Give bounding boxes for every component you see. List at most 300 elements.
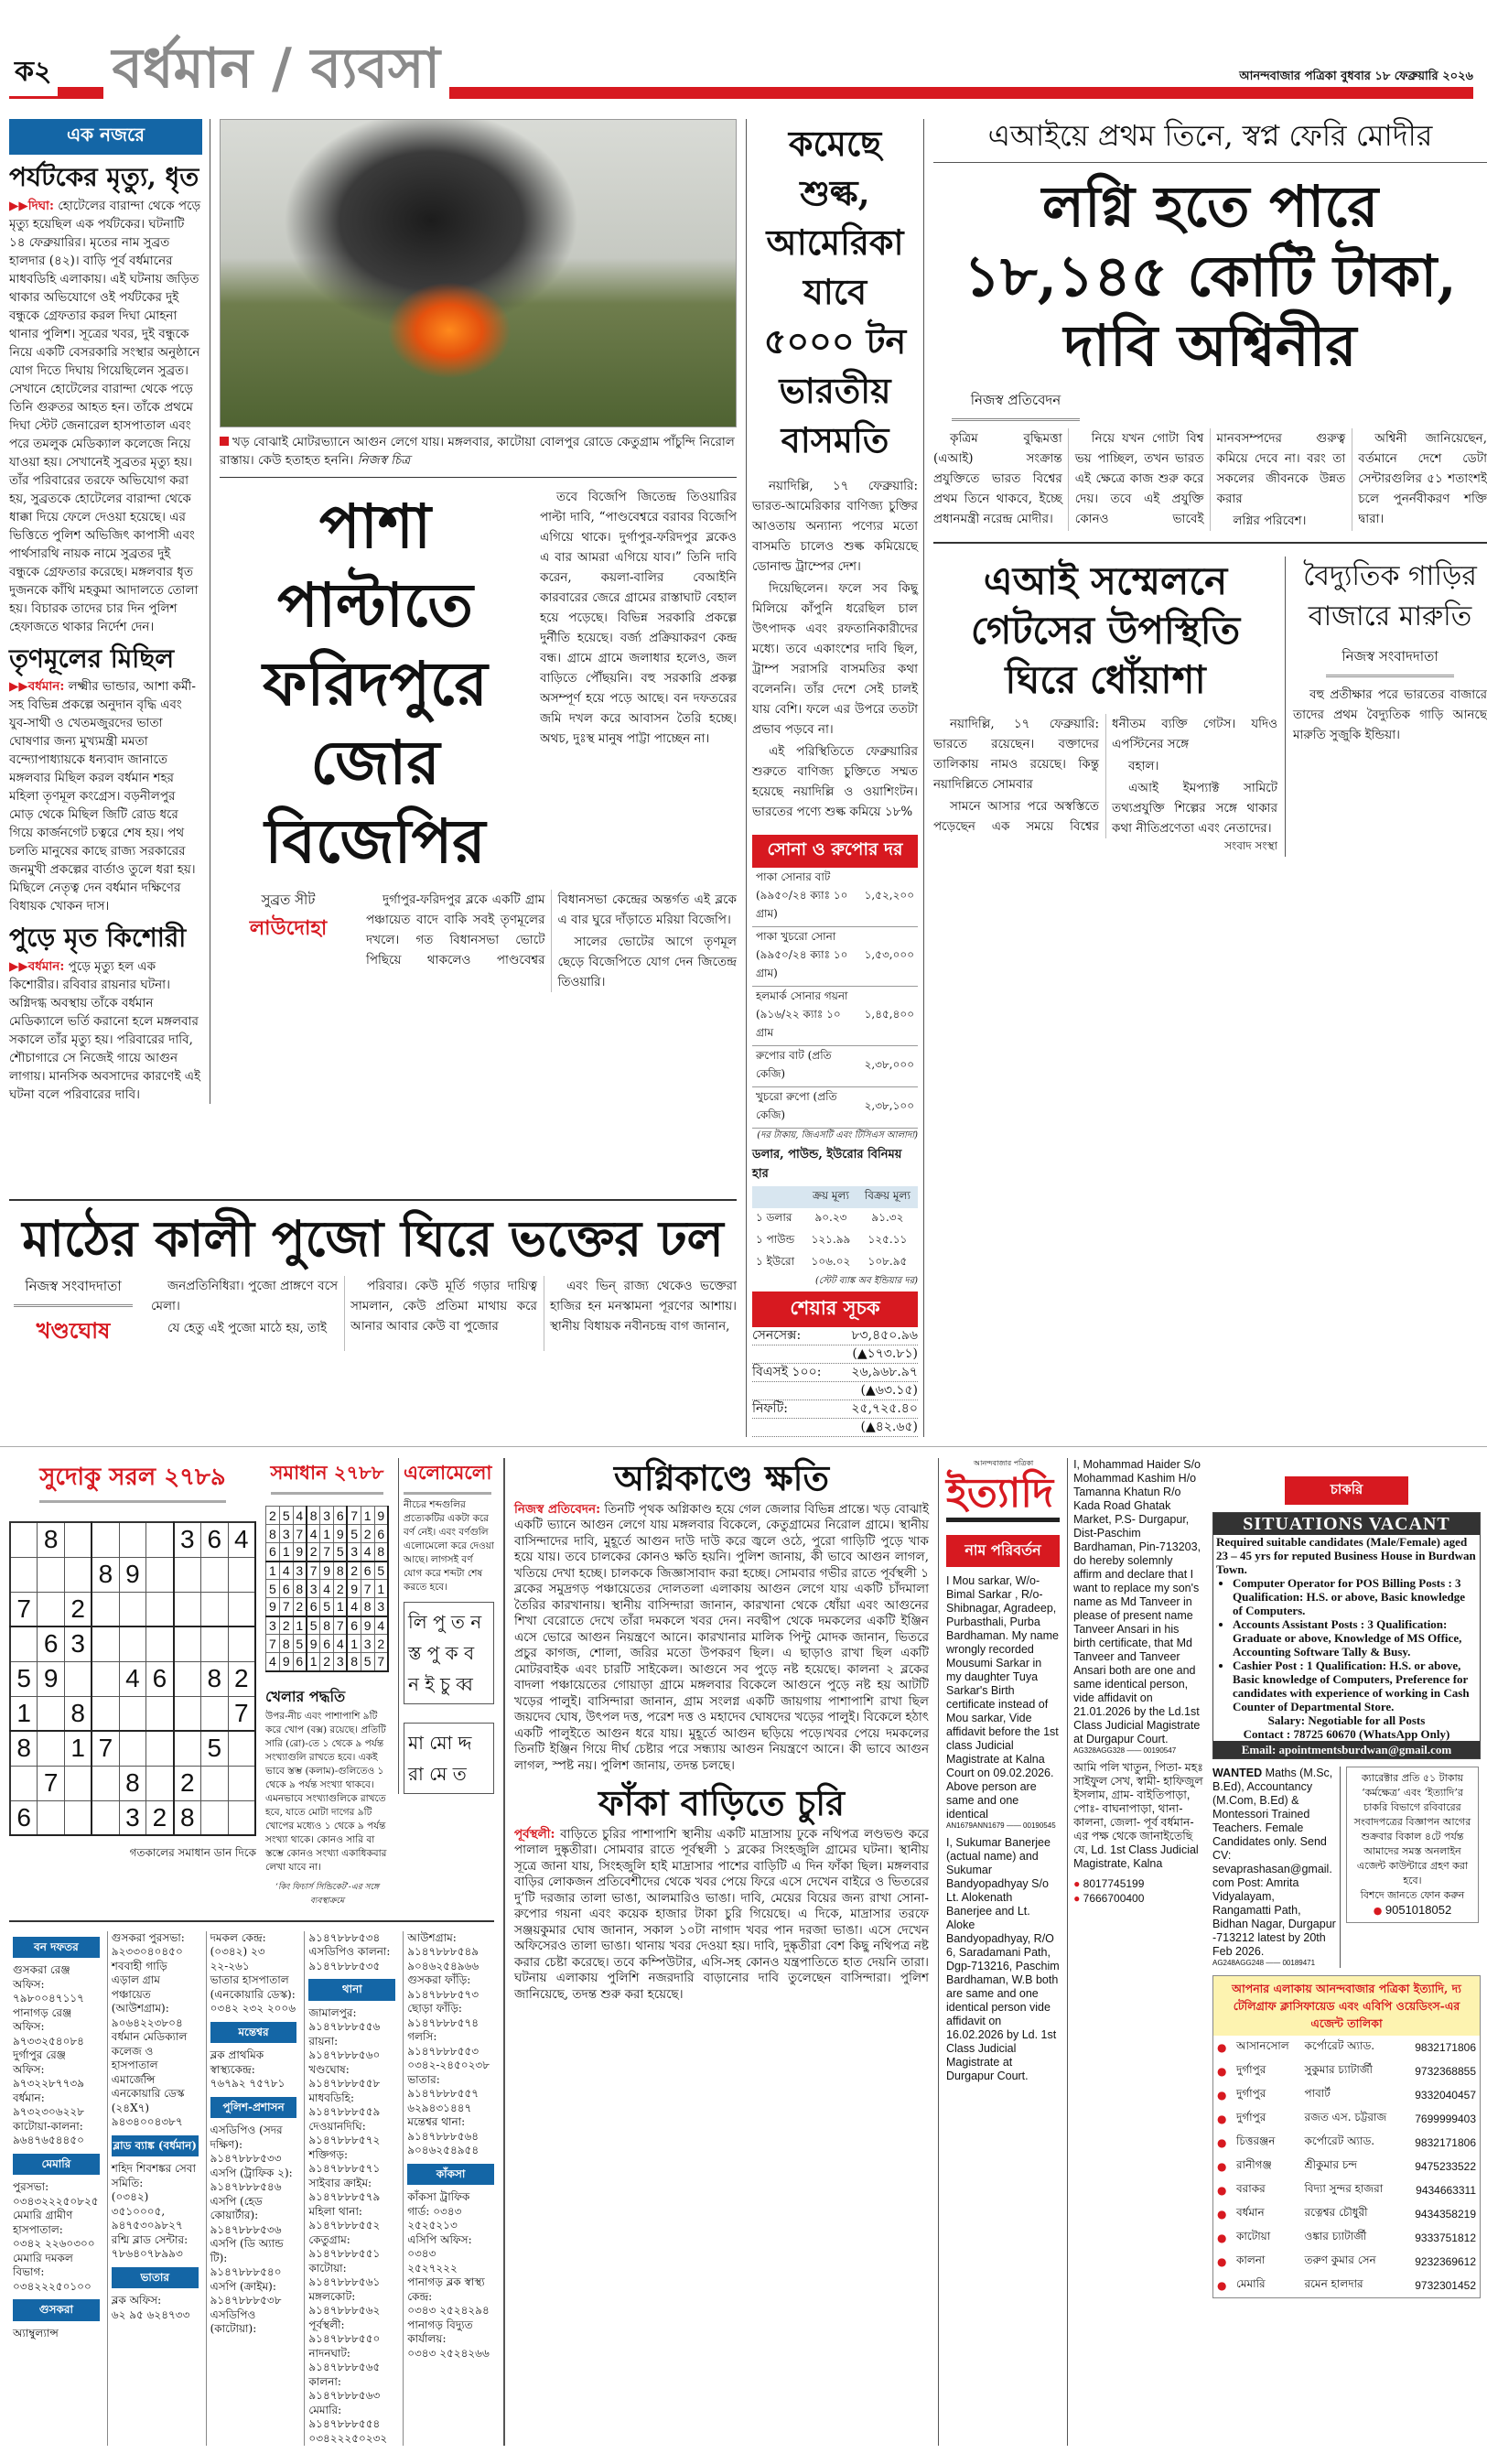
ai-article — [933, 390, 1487, 544]
index-line — [752, 1327, 918, 1345]
solution-cell: 4 — [374, 1616, 388, 1635]
brief-title: তৃণমূলের মিছিল — [9, 643, 175, 674]
sudoku-cell[interactable]: 7 — [10, 1592, 38, 1626]
rate-price: ১,৫৩,০০০ — [861, 927, 918, 987]
faridpur-headline: পাশা পাল্টাতে ফরিদপুরে জোর বিজেপির — [263, 491, 488, 877]
promo-phone-row[interactable] — [1351, 1903, 1474, 1918]
sudoku-cell[interactable] — [92, 1766, 119, 1800]
contact-phone-row[interactable] — [1073, 1891, 1203, 1906]
helpline-entry: এসডিপিও কালনা: — [308, 1945, 391, 1958]
helpline-heading: পুলিশ-প্রশাসন — [210, 2097, 297, 2119]
sudoku-row — [10, 1522, 255, 1557]
solution-cell: 6 — [266, 1543, 280, 1562]
brief-text — [9, 957, 202, 1104]
sudoku-cell[interactable]: 8 — [92, 1557, 119, 1592]
elomelo-puzzle-2 — [404, 1723, 494, 1794]
solution-cell: 3 — [374, 1598, 388, 1616]
solution-cell: 8 — [334, 1562, 348, 1580]
sudoku-cell[interactable]: 7 — [228, 1696, 255, 1731]
solution-cell: 1 — [334, 1598, 348, 1616]
helpline-entry: ৯১৪৭৮৮৮৫৩৬ — [210, 2222, 282, 2236]
page-number: ক২ — [9, 49, 58, 96]
solution-cell: 3 — [307, 1580, 320, 1598]
paragraph: এই পরিস্থিতিতে ফেব্রুয়ারির শুরুতে বাণিজ্য চুক্তিতে সম্মত হয়েছে নয়াদিল্লি ও ওয়াশিংটন। ভারতের পণ্যে শুল্ক কমিয়ে ১৮% — [752, 744, 918, 819]
sudoku-cell[interactable] — [200, 1800, 228, 1835]
paragraph: দিয়েছিলেন। ফলে সব কিছু মিলিয়ে কাঁপুনি ধরেছিল চাল উৎপাদক এবং রফতানিকারীদের মধ্যে। তবে একাংশের দাবি ছিল, ট্রাম্প সরাসরি বাসমতির কথা বলেননি। তাঁর দেশে সেই চালই যায় বেশি। ফলে এর উপরে ততটা প্রভাব পড়বে না। — [752, 581, 918, 737]
fx-cell: ৯১.৩২ — [871, 1211, 904, 1224]
sudoku-cell[interactable] — [92, 1626, 119, 1661]
agent-phone[interactable]: 9434663311 — [1416, 2184, 1476, 2197]
solution-cell: 2 — [266, 1507, 280, 1525]
sudoku-cell[interactable] — [174, 1557, 201, 1592]
agent-phone[interactable]: 9232369612 — [1415, 2255, 1476, 2268]
agent-name: ওঙ্কার চ্যাটার্জী — [1304, 2230, 1367, 2242]
gold-rate-row — [752, 868, 918, 927]
solution-cell: 9 — [307, 1635, 320, 1653]
sudoku-cell[interactable] — [38, 1696, 65, 1731]
solution-cell: 9 — [293, 1543, 307, 1562]
agent-phone[interactable]: 9732368855 — [1415, 2065, 1476, 2078]
solution-cell: 5 — [279, 1507, 293, 1525]
sudoku-cell[interactable] — [174, 1696, 201, 1731]
agent-phone[interactable]: 9732301452 — [1415, 2279, 1476, 2292]
sudoku-cell[interactable] — [119, 1731, 146, 1766]
sudoku-cell[interactable]: 6 — [200, 1522, 228, 1557]
solution-cell: 7 — [374, 1653, 388, 1671]
fx-header-row — [752, 1186, 918, 1208]
solution-cell: 2 — [320, 1653, 334, 1671]
helpline-entry: ৯১৪৭৮৮৮৫৩৩ — [210, 2152, 282, 2165]
sudoku-cell[interactable]: 3 — [65, 1626, 92, 1661]
sudoku-cell[interactable] — [10, 1626, 38, 1661]
helpline-entry: ৯৪৭৫৩০৯৮২৭ — [111, 2219, 183, 2232]
sudoku-credit: ‘কিং ফিচার্স সিন্ডিকেট’-এর সঙ্গে ব্যবস্থাক্রমে — [275, 1882, 380, 1906]
sudoku-cell[interactable]: 9 — [38, 1661, 65, 1696]
helpline-entry: ৯৬৪৭৬৫৪৪৫০ — [13, 2134, 84, 2146]
rules-title: খেলার পদ্ধতি — [265, 1687, 346, 1705]
sudoku-section — [9, 1458, 256, 1864]
paragraph: জনপ্রতিনিধিরা। পুজো প্রাঙ্গণে বসে মেলা। — [151, 1278, 338, 1313]
sudoku-cell[interactable] — [119, 1592, 146, 1626]
solution-cell: 1 — [266, 1562, 280, 1580]
sudoku-cell[interactable] — [65, 1522, 92, 1557]
helpline-entry: শক্তিগড়: ৯১৪৭৮৮৮৫৭১ — [308, 2147, 381, 2175]
helpline-entry: মাধবডিহি: ৯১৪৭৮৮৮৫৫৯ — [308, 2091, 381, 2118]
bullet-icon: ● — [1217, 2136, 1227, 2149]
helpline-column — [107, 1931, 199, 2447]
brief-text — [9, 197, 202, 636]
paragraph: এআই ইমপ্যাক্ট সামিটে তথ্যপ্রযুক্তি শিল্পের সঙ্গে থাকার কথা নীতিপ্রণেতা এবং নেতাদের। — [1112, 780, 1277, 836]
paragraph: তবে বিজেপি জিতেন্দ্র তিওয়ারির পাল্টা দাবি, “পাণ্ডবেশ্বরে বরাবর বিজেপি এগিয়ে থাকে। দুর্গাপুর-ফরিদপুর ব্লকেও এ বার আমরা এগিয়ে যাব।” তিনি দাবি করেন, কয়লা-বালির বেআইনি কারবারের জেরে গ্রামের রাস্তাঘাট বেহাল হয়ে পড়েছে। বিভিন্ন সরকারি প্রকল্পে দুর্নীতি হয়েছে। বর্জ্য প্রক্রিয়াকরণ কেন্দ্র বন্ধ। গ্রামে গ্রামে জলাধার হলেও, জল বাড়িতে পৌঁছয়নি। বহু সরকারি প্রকল্প অসম্পূর্ণ হয়ে পড়ে আছে। বন দফতরের জমি দখল করে আবাসন তৈরি হচ্ছে। অথচ, দুঃস্থ মানুষ পাট্টা পাচ্ছেন না। — [540, 490, 737, 746]
sudoku-cell[interactable]: 9 — [119, 1557, 146, 1592]
caption-marker-icon — [220, 437, 229, 446]
solution-cell: 2 — [374, 1635, 388, 1653]
fx-cell: ১২১.৯৯ — [811, 1233, 851, 1246]
sudoku-cell[interactable] — [228, 1731, 255, 1766]
share-index-title: শেয়ার সূচক — [752, 1291, 918, 1327]
ityadi-section — [938, 1458, 1203, 2446]
photo-credit: নিজস্ব চিত্র — [357, 453, 411, 468]
sudoku-cell[interactable] — [92, 1661, 119, 1696]
fire-text: তিনটি পৃথক অগ্নিকাণ্ড হয়ে গেল জেলার বিভিন্ন প্রান্তে। খড় বোঝাই একটি ভ্যানে আগুন লেগে যায় মঙ্গলবার বিকেলে, কেতুগ্রামের নিরোল গ্রামে। স্থানীয় বাসিন্দাদের দাবি, মুহূর্তে আগুন দাউ দাউ করে জ্বলে ওঠে, পুরো গাড়িটি পুড়ে খাক হয়ে যায়। তবে চালকের কোনও ক্ষতি হয়নি। পুলিশ জানায়, কী ভাবে আগুন লাগল, খতিয়ে দেখা হচ্ছে। চালককে জিজ্ঞাসাবাদ করা হচ্ছে। সোমবার গভীর রাতে পূর্বস্থলী ১ ব্লকের সমুদ্রগড় পঞ্চায়েতের দোলতলা এলাকায় আগুন লেগে যায় একটি চাঁদমালা তৈরির কারখানায়। স্থানীয় বাসিন্দারা জানান, কারখানা থেকে ধোঁয়া এবং আগুনের শিখা বেরোতে দেখে তাঁরা দমকলে খবর দেন। নবদ্বীপ থেকে দমকলের একটি ইঞ্জিন এসে ভোরে আগুন নিয়ন্ত্রণে আনে। কারখানার মালিক পিন্টু মোদক জানান, ভিতরে প্রচুর কাগজ, শোলা, জরির মতো উপকরণ ছিল। এ ছাড়াও রাখা ছিল একটি মোটরবাইক এবং চারটি সাইকেল। আগুনে সব পুড়ে নষ্ট হয়েছে। কালনা ২ ব্লকের বাদলা পঞ্চায়েতের গোয়াড়া গ্রামে মঙ্গলবার বিকেলে আগুনে পুড়ে নষ্ট হয় আটটি খড়ের পালুই। বাসিন্দারা জানান, গ্রাম সংলগ্ন একটি জায়গায় পাশাপাশি রাখা ছিল জয়দেব ঘোষ, উৎপল দত্ত, পরেশ দত্ত ও মহাদেব ঘোষদের খড়ের পালুই। বিকেলে হঠাৎ একটি পালুইতে আগুন ধরে যায়। মুহূর্তে আগুন ছড়িয়ে পড়ে।খবর পেয়ে দমকলের তিনটি ইঞ্জিন গিয়ে দীর্ঘ চেষ্টার পরে সন্ধ্যায় আগুন নিয়ন্ত্রণে আনে। কী ভাবে আগুন লাগল, স্পষ্ট নয়। পুলিশ জানায়, তদন্ত চলছে। — [514, 1501, 929, 1773]
sudoku-cell[interactable]: 8 — [200, 1661, 228, 1696]
sudoku-cell[interactable] — [228, 1766, 255, 1800]
promo-phone[interactable]: 9051018052 — [1385, 1903, 1452, 1917]
sudoku-cell[interactable] — [92, 1522, 119, 1557]
notice-text: I, Sukumar Banerjee (actual name) and Sukumar Bandyopadhyay S/o Lt. Alokenath Banerjee and Lt. Aloke Bandyopadhyay, R/O 6, Saradamani Path, Dgp-713216, Paschim Bardhaman, W.B both are same and one identical person vide affidavit on 16.02.2026 by Ld. 1st Class Judicial Magistrate at Durgapur Court. — [946, 1836, 1060, 2082]
paragraph: বহু প্রতীক্ষার পরে ভারতের বাজারে তাদের প্রথম বৈদ্যুতিক গাড়ি আনছে মারুতি সুজ়ুকি ইন্ডিয়া। — [1293, 686, 1487, 742]
rate-price: ১,৪৫,৪০০ — [861, 987, 918, 1046]
basmati-body — [752, 476, 918, 822]
faridpur-byline — [220, 890, 357, 992]
contact-phone[interactable]: 7666700400 — [1083, 1892, 1145, 1905]
salary: Salary: Negotiable for all Posts — [1267, 1713, 1426, 1727]
solution-cell: 4 — [347, 1598, 361, 1616]
sudoku-cell[interactable]: 2 — [174, 1766, 201, 1800]
sudoku-cell[interactable] — [200, 1766, 228, 1800]
sudoku-cell[interactable] — [38, 1800, 65, 1835]
sudoku-cell[interactable] — [38, 1731, 65, 1766]
sudoku-cell[interactable] — [38, 1557, 65, 1592]
sudoku-cell[interactable] — [146, 1592, 174, 1626]
arrow-icon: ▶▶ — [9, 198, 28, 213]
top-section — [0, 108, 1487, 1437]
section-title: বর্ধমান / ব্যবসা — [103, 37, 449, 101]
solution-cell: 6 — [361, 1562, 374, 1580]
sudoku-cell[interactable] — [228, 1592, 255, 1626]
promo-text: ক্যারেক্টার প্রতি ৫১ টাকায় ‘কর্মক্ষেত্র’ এবং ‘ইত্যাদি’র চাকরি বিভাগে রবিবারের সংবাদপত্রের বিজ্ঞাপন আগের শুক্রবার বিকাল ৪টে পর্যন্ত আমাদের সমস্ত অনলাইন এজেন্ট কাউন্টারে গ্রহণ করা হবে। — [1353, 1772, 1471, 1886]
fx-cell: ১ পাউন্ড — [756, 1233, 795, 1246]
arrow-icon: ▶▶ — [9, 958, 28, 974]
job-post: • Computer Operator for POS Billing Posts : 3 Qualification: H.S. or above, Basic knowledge of Computers. — [1233, 1576, 1477, 1617]
agent-name: তরুণ কুমার সেন — [1304, 2253, 1376, 2266]
agent-town: রানীগঞ্জ — [1235, 2158, 1272, 2171]
sudoku-cell[interactable] — [174, 1626, 201, 1661]
helpline-entry: কাটোয়া: ৯১৪৭৮৮৮৫৬১ — [308, 2261, 381, 2288]
fx-cell: ১ ডলার — [756, 1211, 792, 1224]
sudoku-cell[interactable]: 8 — [119, 1766, 146, 1800]
helpline-entry: এসডিপিও (সদর দক্ষিণ): — [210, 2124, 283, 2151]
sudoku-cell[interactable]: 2 — [228, 1661, 255, 1696]
fire-body — [514, 1502, 929, 1775]
sudoku-cell[interactable] — [146, 1626, 174, 1661]
helpline-entry: পানাগড় ব্লক স্বাস্থ্য কেন্দ্র: — [407, 2275, 485, 2303]
solution-cell: 2 — [293, 1598, 307, 1616]
ityadi-brand-small: আনন্দবাজার পত্রিকা — [974, 1459, 1034, 1467]
brief-title: পুড়ে মৃত কিশোরী — [9, 923, 187, 954]
sudoku-cell[interactable]: 8 — [65, 1696, 92, 1731]
sudoku-cell[interactable] — [146, 1522, 174, 1557]
basmati-column — [746, 119, 924, 1437]
ai-area — [933, 119, 1487, 857]
helpline-entry: ০৩৪২২২৫০২৩২ — [308, 2431, 388, 2445]
job-post: • Accounts Assistant Posts : 3 Qualification: Graduate or above, Knowledge of MS Office, Accounting Software Tally & Busy. — [1233, 1617, 1477, 1659]
gold-note: (দর টাকায়, জিএসটি এবং টিসিএস আলাদা) — [757, 1130, 918, 1140]
helpline-entry: ০৩৪২২২৫০১০০ — [13, 2279, 92, 2293]
sudoku-cell[interactable] — [200, 1592, 228, 1626]
helpline-entry: মেমারি দমকল বিভাগ: — [13, 2251, 73, 2278]
solution-cell: 1 — [293, 1616, 307, 1635]
paragraph: এবং ভিন্ রাজ্য থেকেও ভক্তেরা হাজির হন মনস্কামনা পূরণের আশায়। স্থানীয় বিধায়ক নবীনচন্দ্র বাগ জানান, — [550, 1278, 737, 1334]
helpline-entry: ০৩৪২ ২৩২ ২০০৬ — [210, 2002, 296, 2015]
helpline-entry: দমকল কেন্দ্র: — [210, 1930, 266, 1944]
reporter-name: সুব্রত সীট — [261, 892, 316, 908]
sudoku-cell[interactable]: 8 — [174, 1800, 201, 1835]
sudoku-cell[interactable] — [146, 1557, 174, 1592]
gold-rate-row — [752, 987, 918, 1046]
jumbled-word: মা মো দ্দ — [408, 1732, 472, 1754]
sudoku-cell[interactable]: 1 — [65, 1731, 92, 1766]
contact-email[interactable]: Email: apointmentsburdwan@gmail.com — [1213, 1741, 1480, 1758]
helpline-entry: ৯১৪৭৮৮৮৫৭৯ — [308, 2190, 381, 2203]
helpline-heading: কাঁকসা — [407, 2164, 494, 2186]
sudoku-cell[interactable]: 5 — [10, 1661, 38, 1696]
index-name: বিএসই ১০০: — [752, 1365, 822, 1379]
ityadi-right — [1067, 1458, 1203, 2446]
sudoku-title: সুদোকু সরল ২৭৮৯ — [39, 1458, 226, 1503]
sudoku-cell[interactable] — [146, 1731, 174, 1766]
bullet-icon: ● — [1217, 2255, 1227, 2268]
helpline-entry: মন্তেশ্বর থানা: — [407, 2115, 466, 2128]
agent-phone[interactable]: 9832171806 — [1415, 2136, 1476, 2149]
sudoku-cell[interactable] — [228, 1800, 255, 1835]
helpline-entry: ২৫২৭২২২ — [407, 2261, 458, 2275]
basmati-headline: কমেছে শুল্ক, আমেরিকা যাবে ৫০০০ টন ভারতীয় বাসমতি — [763, 123, 907, 460]
agent-phone[interactable]: 9332040457 — [1415, 2089, 1476, 2102]
helpline-entry: গুসকরা ফাঁড়ি: — [407, 1973, 471, 1986]
sudoku-cell[interactable]: 6 — [38, 1626, 65, 1661]
helpline-column — [9, 1931, 100, 2447]
helpline-entry: গুসকরা পুরসভা: — [111, 1930, 185, 1944]
agent-town: আসানসোল — [1235, 2039, 1289, 2052]
contact-phone-row[interactable] — [1073, 1876, 1203, 1891]
brief-dateline: দিঘা: — [27, 198, 54, 213]
sudoku-cell[interactable] — [200, 1696, 228, 1731]
sudoku-cell[interactable]: 5 — [200, 1731, 228, 1766]
brief-dateline: বর্ধমান: — [27, 679, 65, 695]
helpline-entry: ছোড়া ফাঁড়ি: ৯১৪৭৮৮৮৫৭৪ — [407, 2002, 480, 2029]
helpline-entry: সাইবার ক্রাইম: — [308, 2176, 372, 2189]
kali-byline — [9, 1276, 137, 1351]
kali-article — [9, 1199, 737, 1351]
helpline-entry: এসপি (ডি অ্যান্ড টি): — [210, 2237, 284, 2264]
bullet-icon: ● — [1073, 1877, 1083, 1890]
sudoku-grid[interactable] — [9, 1521, 256, 1836]
contact-phone[interactable]: Contact : 78725 60670 (WhatsApp Only) — [1243, 1727, 1450, 1741]
sudoku-row — [10, 1800, 255, 1835]
sudoku-cell[interactable] — [200, 1626, 228, 1661]
elomelo-section — [398, 1458, 494, 1794]
sudoku-cell[interactable]: 3 — [119, 1800, 146, 1835]
solution-title: সমাধান ২৭৮৮ — [271, 1458, 384, 1495]
sudoku-cell[interactable] — [65, 1557, 92, 1592]
agent-phone[interactable]: 7699999403 — [1415, 2113, 1476, 2125]
sudoku-cell[interactable] — [38, 1592, 65, 1626]
sudoku-row — [10, 1766, 255, 1800]
theft-dateline: পূর্বস্থলী: — [514, 1826, 555, 1842]
helpline-entry: ৭৬৭৯২ ৭৫৭৮১ — [210, 2077, 286, 2090]
helpline-entry: ব্লক অফিস: — [111, 2294, 162, 2307]
bottom-section — [0, 1446, 1487, 2464]
solution-cell: 6 — [334, 1507, 348, 1525]
index-value: ২৬,৯৬৮.৯৭ — [851, 1365, 918, 1379]
sudoku-cell[interactable] — [174, 1731, 201, 1766]
sudoku-cell[interactable] — [10, 1557, 38, 1592]
agent-row — [1213, 2083, 1480, 2107]
sudoku-cell[interactable] — [228, 1557, 255, 1592]
sudoku-cell[interactable] — [92, 1800, 119, 1835]
sudoku-cell[interactable]: 2 — [146, 1800, 174, 1835]
index-name: নিফটি: — [752, 1401, 788, 1416]
solution-row — [266, 1562, 389, 1580]
name-change-notice — [1073, 1458, 1203, 1756]
index-name: সেনসেক্স: — [752, 1328, 802, 1343]
index-value: ৮৩,৪৫০.৯৬ — [851, 1328, 918, 1343]
sudoku-cell[interactable] — [146, 1766, 174, 1800]
index-row — [752, 1400, 918, 1437]
jumbled-word: স্ত পু ক ব — [408, 1642, 475, 1664]
sudoku-cell[interactable]: 6 — [10, 1800, 38, 1835]
agent-row — [1213, 2059, 1480, 2083]
index-line — [752, 1364, 918, 1382]
helpline-heading: থানা — [308, 1979, 395, 2001]
kali-place: খণ্ডঘোষ — [36, 1316, 111, 1344]
solution-cell: 2 — [347, 1562, 361, 1580]
agent-town: দুর্গাপুর — [1235, 2063, 1266, 2076]
jobs-label: চাকরি — [1285, 1476, 1408, 1505]
helpline-entry: শববাহী গাড়ি — [111, 1959, 167, 1972]
solution-cell: 6 — [279, 1580, 293, 1598]
solution-section — [265, 1458, 389, 1907]
gates-body — [933, 714, 1277, 838]
sudoku-cell[interactable] — [10, 1522, 38, 1557]
sudoku-cell[interactable] — [119, 1626, 146, 1661]
solution-cell: 4 — [293, 1507, 307, 1525]
notice-text: I Mou sarkar, W/o- Bimal Sarkar , R/o- Shibnagar, Agradeep, Purbasthali, Purba Bardhaman. My name wrongly recorded Mousumi Sarkar in my daughter Tuya Sarkar's Birth certificate instead of Mou sarkar, Vide affidavit before the 1st class Judicial Magistrate at Kalna Court on 09.02.2026. Above person are same and one identical — [946, 1574, 1059, 1821]
paragraph: নয়াদিল্লি, ১৭ ফেব্রুয়ারি: ভারত-আমেরিকার বাণিজ্য চুক্তির আওতায় অন্যান্য পণ্যের মতো বাসমতি চালেও শুল্ক কমিয়েছে ডোনাল্ড ট্রাম্পের দেশ। — [752, 479, 918, 574]
gold-rate-row — [752, 1087, 918, 1129]
solution-cell: 6 — [293, 1653, 307, 1671]
paragraph: সালের ভোটের আগে তৃণমূল ছেড়ে বিজেপিতে যোগ দেন জিতেন্দ্র তিওয়ারি। — [557, 935, 737, 989]
helpline-entry: দেওয়ানদিঘি: ৯১৪৭৮৮৮৫৭২ — [308, 2119, 381, 2146]
sudoku-cell[interactable]: 8 — [10, 1731, 38, 1766]
helpline-entry: কালনা: ৯১৪৭৮৮৮৫৬৩ — [308, 2374, 381, 2402]
sudoku-cell[interactable] — [92, 1696, 119, 1731]
agent-row — [1213, 2250, 1480, 2274]
helpline-entry: ৯১৪৭৮৮৮৫৪০ — [210, 2265, 282, 2278]
sudoku-cell[interactable]: 4 — [228, 1522, 255, 1557]
agent-phone[interactable]: 9475233522 — [1415, 2160, 1476, 2173]
photo-caption — [220, 433, 737, 478]
paragraph: লগ্নির পরিবেশ। — [1233, 513, 1307, 528]
agent-list — [1212, 1975, 1481, 2298]
helpline-entry: এসডিপিও (কাটোয়া): — [210, 2307, 257, 2335]
helpline-entry: কেতুগ্রাম: ৯১৪৭৮৮৮৫৫১ — [308, 2232, 381, 2260]
sudoku-cell[interactable] — [200, 1557, 228, 1592]
kali-body — [151, 1276, 737, 1351]
sudoku-cell[interactable] — [119, 1696, 146, 1731]
fx-table — [752, 1186, 918, 1274]
solution-cell: 7 — [279, 1598, 293, 1616]
solution-cell: 9 — [320, 1562, 334, 1580]
sudoku-cell[interactable] — [10, 1766, 38, 1800]
sudoku-cell[interactable]: 4 — [119, 1661, 146, 1696]
sudoku-cell[interactable]: 8 — [38, 1522, 65, 1557]
agent-row — [1213, 2131, 1480, 2155]
ai-byline: নিজস্ব প্রতিবেদন — [952, 390, 1080, 421]
notice-text: আমি পলি খাতুন, পিতা- মহঃ সাইফুল সেখ, স্বামী- হাফিজুল ইসলাম, গ্রাম- বাইতিপাড়া, পোঃ- বাঘনাপাড়া, থানা- কালনা, জেলা- পূর্ব বর্ধমান-এর পক্ষ থেকে জানাইতেছি যে, Ld. 1st Class Judicial Magistrate, Kalna — [1073, 1761, 1203, 1870]
bullet-icon: ● — [1217, 2113, 1227, 2125]
agent-phone[interactable]: 9434358219 — [1415, 2208, 1476, 2221]
rate-price: ২,৩৮,১০০ — [861, 1087, 918, 1129]
sudoku-cell[interactable] — [119, 1522, 146, 1557]
solution-cell: 3 — [361, 1635, 374, 1653]
helpline-entry: ৯১৪৭৮৮৮৫৭৩ — [407, 1987, 480, 2001]
sudoku-cell[interactable] — [65, 1800, 92, 1835]
helpline-entry: অ্যাম্বুল্যান্স — [13, 2326, 59, 2340]
sudoku-cell[interactable] — [65, 1766, 92, 1800]
index-change: (▲১৭৩.৮১) — [752, 1345, 918, 1364]
sudoku-cell[interactable] — [92, 1592, 119, 1626]
solution-cell: 7 — [347, 1507, 361, 1525]
helpline-entry: রায়না: ৯১৪৭৮৮৮৫৬০ — [308, 2034, 381, 2061]
solution-grid — [265, 1506, 389, 1672]
sudoku-row — [10, 1696, 255, 1731]
sudoku-cell[interactable]: 3 — [174, 1522, 201, 1557]
solution-cell: 2 — [361, 1525, 374, 1543]
gold-rate-table — [752, 868, 918, 1129]
contact-phone[interactable]: 8017745199 — [1083, 1877, 1145, 1890]
solution-cell: 8 — [374, 1543, 388, 1562]
bullet-icon: ● — [1217, 2160, 1227, 2173]
sudoku-cell[interactable] — [174, 1592, 201, 1626]
agent-row — [1213, 2036, 1480, 2059]
rate-price: ১,৫২,২০০ — [861, 868, 918, 927]
agent-phone[interactable]: 9832171806 — [1415, 2041, 1476, 2054]
sudoku-cell[interactable]: 7 — [38, 1766, 65, 1800]
helpline-entry: ৯৭৩২২৮৭৭৩৯ — [13, 2077, 84, 2090]
solution-cell: 9 — [266, 1598, 280, 1616]
bullet-icon: ● — [1217, 2089, 1227, 2102]
agent-town: বর্ধমান — [1235, 2206, 1265, 2219]
helpline-column — [403, 1931, 494, 2447]
agent-phone[interactable]: 9333751812 — [1415, 2232, 1476, 2244]
sudoku-cell[interactable]: 6 — [146, 1661, 174, 1696]
paragraph: পরিবার। কেউ মূর্তি গড়ার দায়িত্ব সামলান, কেউ প্রতিমা মাথায় করে আনার আবার কেউ বা পুজোর — [350, 1278, 537, 1334]
sudoku-cell[interactable]: 7 — [92, 1731, 119, 1766]
sudoku-cell[interactable] — [65, 1661, 92, 1696]
helpline-entry: ৯২৩৩০৪০৪৫০ — [111, 1945, 183, 1958]
sudoku-cell[interactable] — [146, 1696, 174, 1731]
helpline-entry: পানাগড় রেঞ্জ অফিস: — [13, 2005, 72, 2033]
agent-name: রমেন হালদার — [1304, 2277, 1363, 2290]
solution-row — [266, 1543, 389, 1562]
jumbled-word: লি পু ত ন — [408, 1611, 482, 1633]
solution-cell: 2 — [279, 1616, 293, 1635]
sudoku-cell[interactable]: 1 — [10, 1696, 38, 1731]
ityadi-logo: ইত্যাদি — [946, 1470, 1060, 1522]
agent-town: মেমারি — [1235, 2277, 1266, 2290]
gates-headline: এআই সম্মেলনে গেটসের উপস্থিতি ঘিরে ধোঁয়াশা — [970, 557, 1241, 702]
job-post: • Cashier Post : 1 Qualification: H.S. or above, Basic knowledge of Computers, Preference for candidates with experience of working in Cash Counter of Departmental Store. — [1233, 1659, 1477, 1713]
index-row — [752, 1364, 918, 1400]
sudoku-cell[interactable] — [174, 1661, 201, 1696]
notice-code: AN1679ANN1679 —— 00190545 — [946, 1821, 1056, 1830]
sudoku-cell[interactable] — [228, 1626, 255, 1661]
sudoku-cell[interactable]: 2 — [65, 1592, 92, 1626]
solution-cell: 3 — [293, 1562, 307, 1580]
bullet-icon: ● — [1373, 1905, 1383, 1917]
